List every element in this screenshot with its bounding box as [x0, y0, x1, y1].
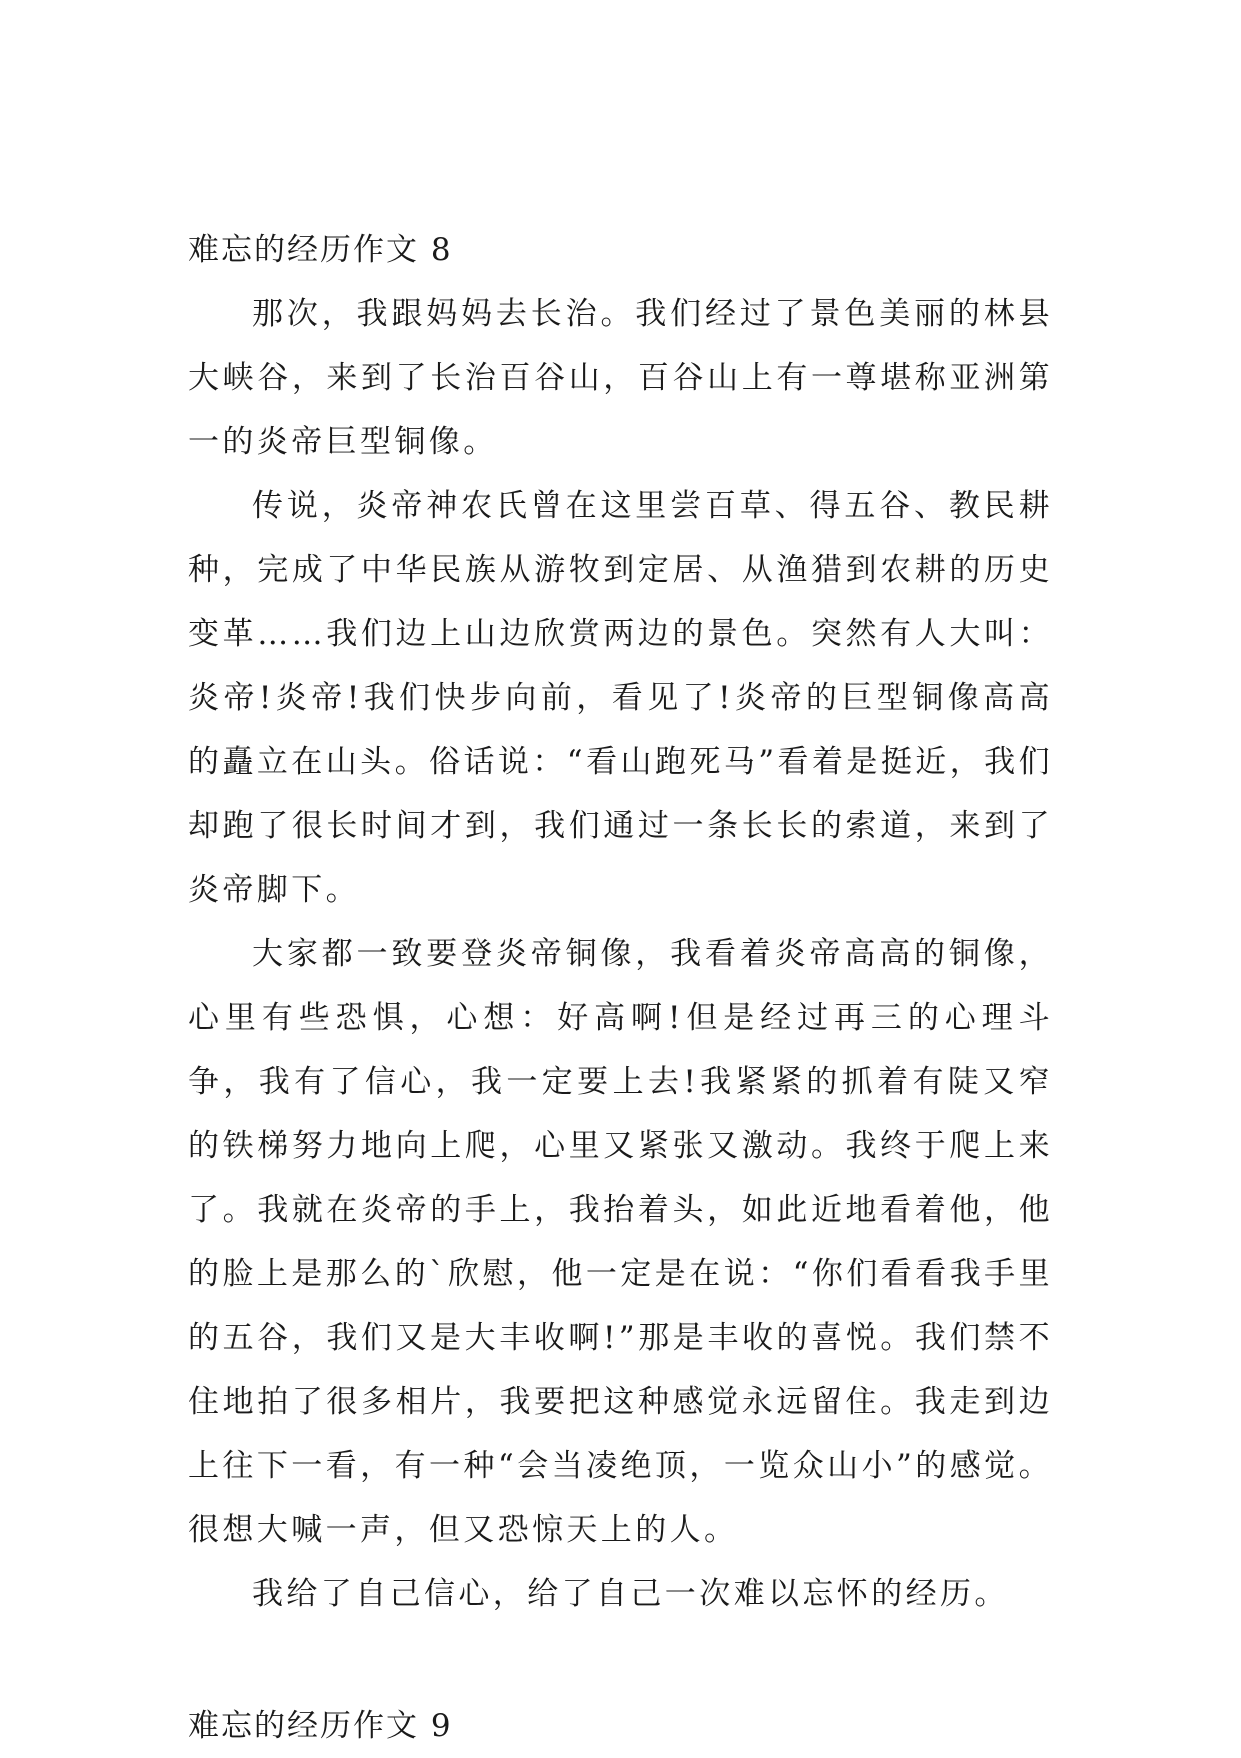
essay-title: 难忘的经历作文 9 — [188, 1708, 453, 1744]
essay-paragraph: 传说，炎帝神农氏曾在这里尝百草、得五谷、教民耕种，完成了中华民族从游牧到定居、从渔猎到农耕的历史变革……我们边上山边欣赏两边的景色。突然有人大叫：炎帝!炎帝!我们快步向前，看见了!炎帝的巨型铜像高高的矗立在山头。俗话说：“看山跑死马”看着是挺近，我们却跑了很长时间才到，我们通过一条长长的索道，来到了炎帝脚下。 — [188, 488, 1053, 908]
essay-paragraph: 那次，我跟妈妈去长治。我们经过了景色美丽的林县大峡谷，来到了长治百谷山，百谷山上有一尊堪称亚洲第一的炎帝巨型铜像。 — [188, 296, 1053, 460]
section-spacer — [188, 1626, 1053, 1694]
essay-title: 难忘的经历作文 8 — [188, 232, 453, 268]
essay-paragraph: 大家都一致要登炎帝铜像，我看着炎帝高高的铜像，心里有些恐惧，心想：好高啊!但是经过再三的心理斗争，我有了信心，我一定要上去!我紧紧的抓着有陡又窄的铁梯努力地向上爬，心里又紧张又激动。我终于爬上来了。我就在炎帝的手上，我抬着头，如此近地看着他，他的脸上是那么的`欣慰，他一定是在说：“你们看看我手里的五谷，我们又是大丰收啊!”那是丰收的喜悦。我们禁不住地拍了很多相片，我要把这种感觉永远留住。我走到边上往下一看，有一种“会当凌绝顶，一览众山小”的感觉。很想大喊一声，但又恐惊天上的人。 — [188, 936, 1053, 1548]
essay-paragraph: 我给了自己信心，给了自己一次难以忘怀的经历。 — [252, 1576, 1009, 1612]
document-page — [188, 218, 1053, 1758]
